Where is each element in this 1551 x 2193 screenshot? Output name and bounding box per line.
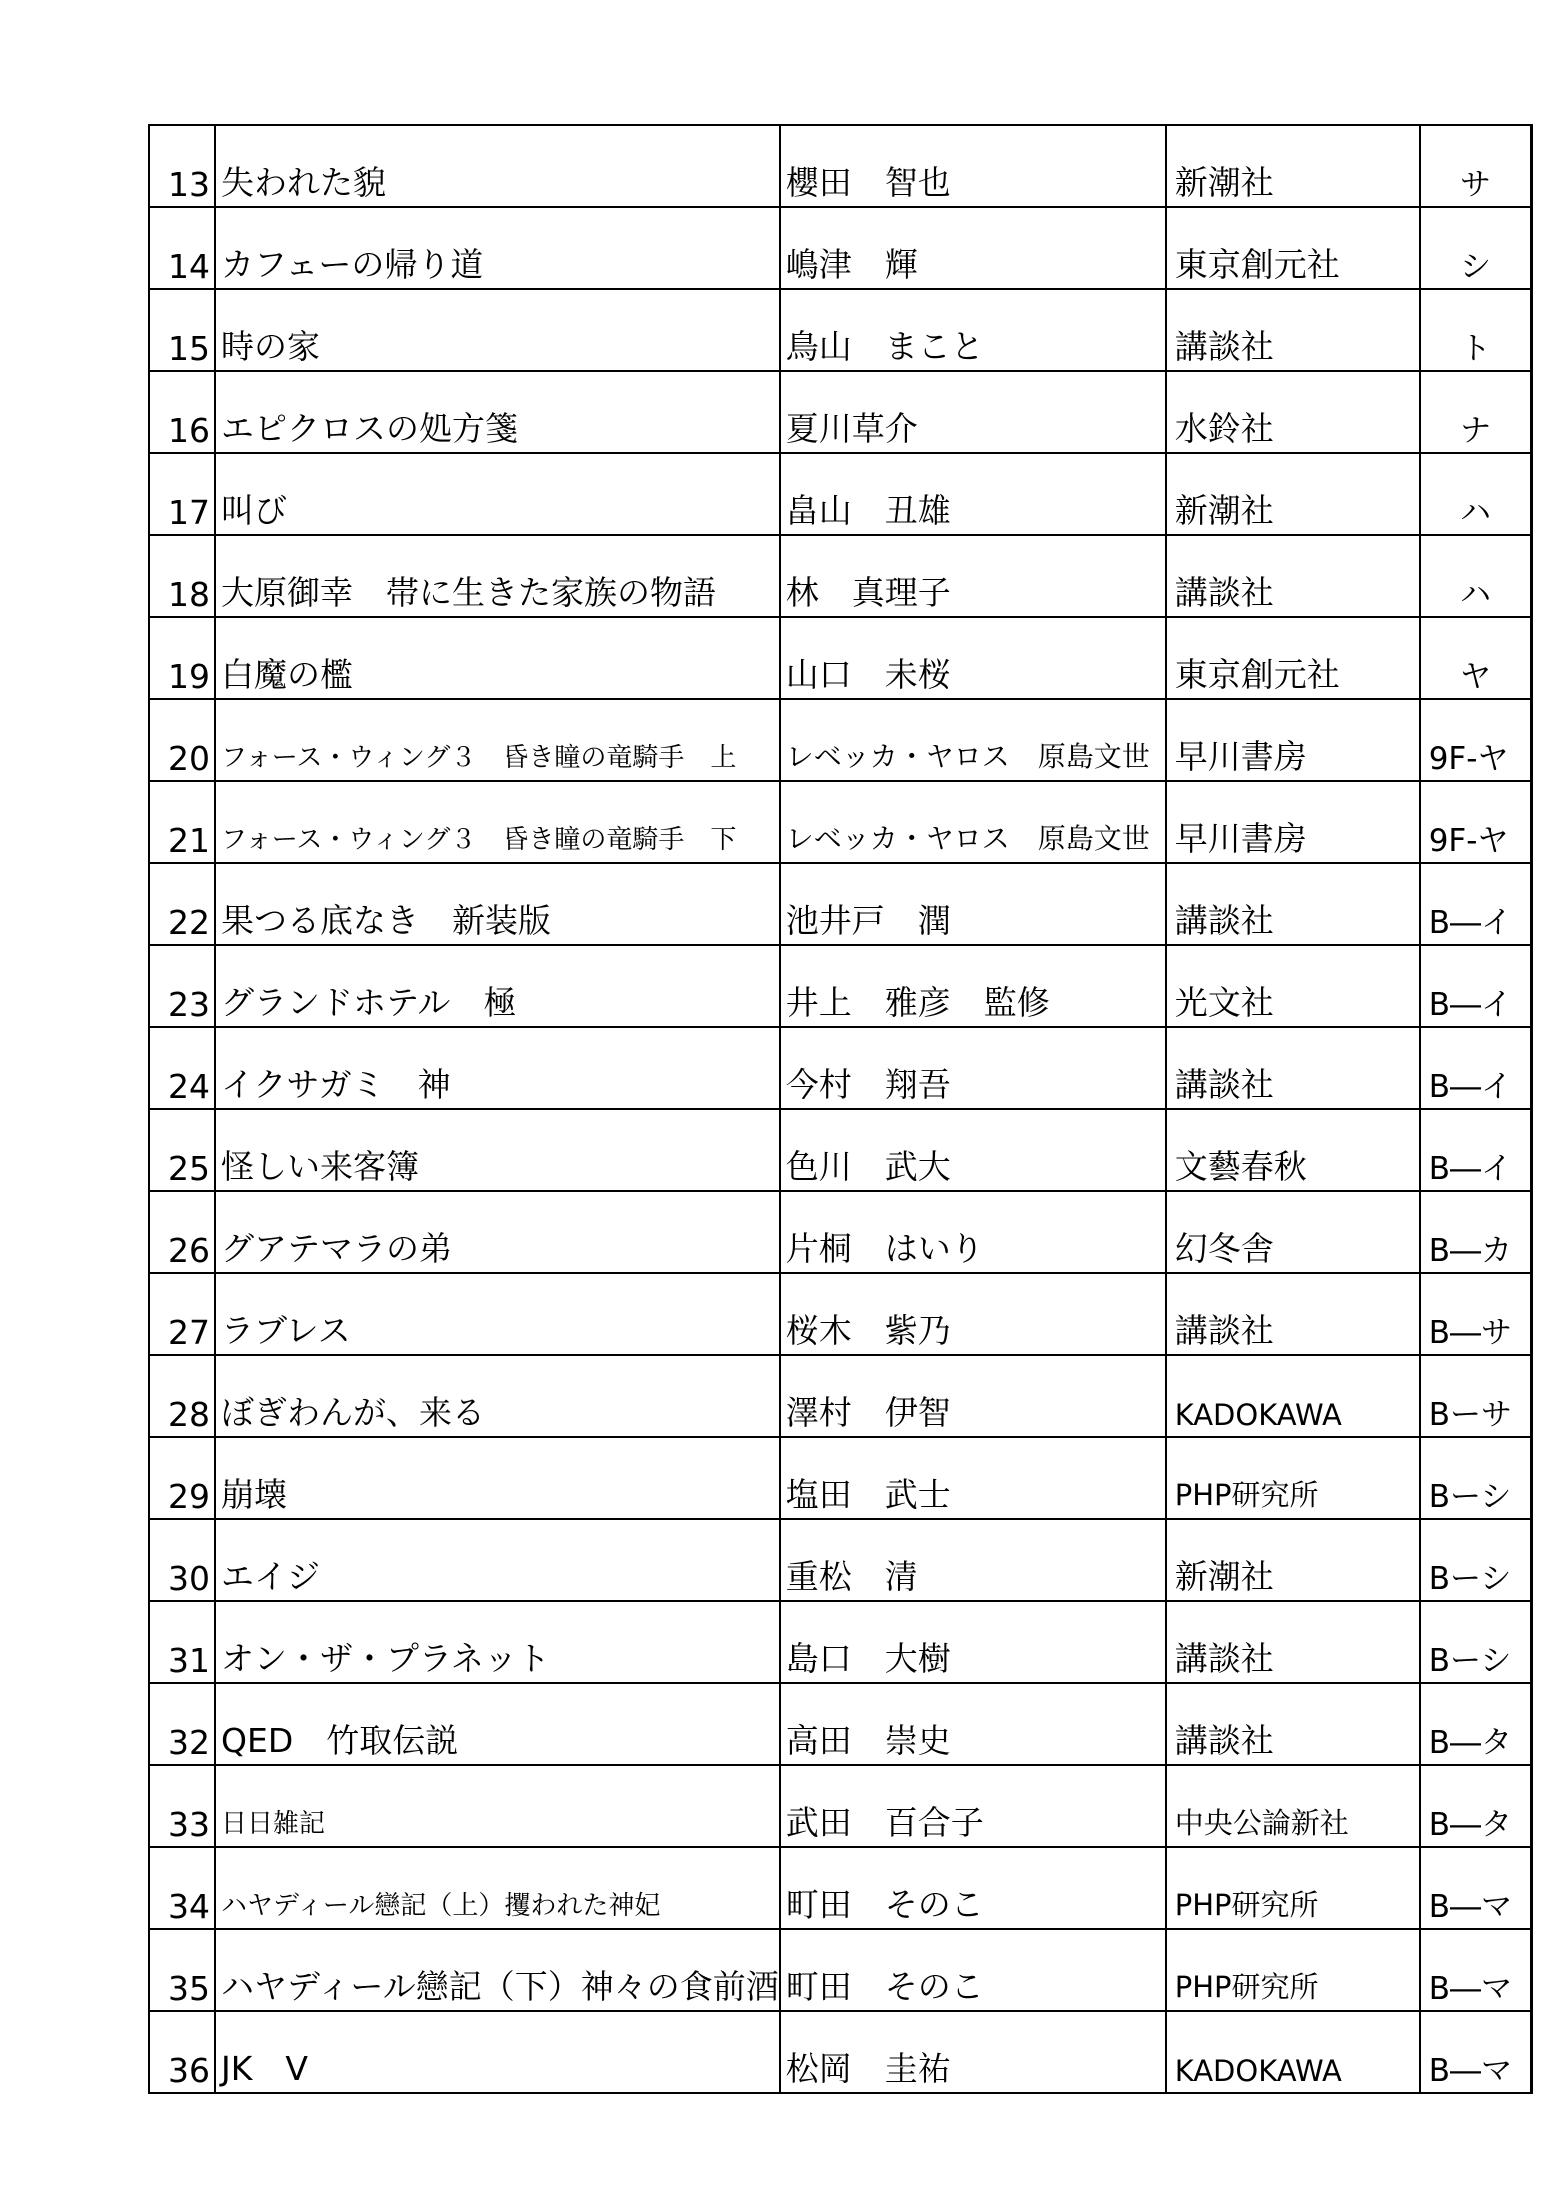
table-row: [149, 207, 1532, 289]
row-number: 36: [149, 2011, 215, 2093]
row-number: 15: [149, 289, 215, 371]
table-row: [149, 1929, 1532, 2011]
book-publisher: 新潮社: [1166, 125, 1420, 207]
book-title: フォース・ウィング３ 昏き瞳の竜騎手 下: [215, 781, 780, 863]
table-row: [149, 1191, 1532, 1273]
book-title: 失われた貌: [215, 125, 780, 207]
book-title: ラブレス: [215, 1273, 780, 1355]
book-title: ハヤディール戀記（上）攫われた神妃: [215, 1847, 780, 1929]
book-author: 町田 そのこ: [780, 1929, 1166, 2011]
shelf-code: B―イ: [1420, 863, 1532, 945]
book-author: 畠山 丑雄: [780, 453, 1166, 535]
row-number: 17: [149, 453, 215, 535]
book-publisher: KADOKAWA: [1166, 2011, 1420, 2093]
book-title: フォース・ウィング３ 昏き瞳の竜騎手 上: [215, 699, 780, 781]
book-publisher: 新潮社: [1166, 453, 1420, 535]
table-row: [149, 1273, 1532, 1355]
shelf-code: サ: [1420, 125, 1532, 207]
book-title: 崩壊: [215, 1437, 780, 1519]
shelf-code: B―マ: [1420, 2011, 1532, 2093]
book-author: 櫻田 智也: [780, 125, 1166, 207]
shelf-code: B―タ: [1420, 1683, 1532, 1765]
book-author: 町田 そのこ: [780, 1847, 1166, 1929]
table-row: [149, 535, 1532, 617]
book-title: 叫び: [215, 453, 780, 535]
book-publisher: 東京創元社: [1166, 617, 1420, 699]
book-title: 怪しい来客簿: [215, 1109, 780, 1191]
book-author: 鳥山 まこと: [780, 289, 1166, 371]
table-row: [149, 1683, 1532, 1765]
book-author: 塩田 武士: [780, 1437, 1166, 1519]
book-author: レベッカ・ヤロス 原島文世: [780, 781, 1166, 863]
shelf-code: Bーシ: [1420, 1601, 1532, 1683]
row-number: 24: [149, 1027, 215, 1109]
book-author: 武田 百合子: [780, 1765, 1166, 1847]
row-number: 25: [149, 1109, 215, 1191]
book-author: 今村 翔吾: [780, 1027, 1166, 1109]
table-row: [149, 453, 1532, 535]
book-title: エピクロスの処方箋: [215, 371, 780, 453]
row-number: 33: [149, 1765, 215, 1847]
book-author: 嶋津 輝: [780, 207, 1166, 289]
table-row: [149, 1109, 1532, 1191]
book-author: 池井戸 潤: [780, 863, 1166, 945]
book-title: オン・ザ・プラネット: [215, 1601, 780, 1683]
shelf-code: ヤ: [1420, 617, 1532, 699]
shelf-code: B―イ: [1420, 1027, 1532, 1109]
book-author: 色川 武大: [780, 1109, 1166, 1191]
book-publisher: 早川書房: [1166, 699, 1420, 781]
book-publisher: PHP研究所: [1166, 1847, 1420, 1929]
shelf-code: Bーシ: [1420, 1437, 1532, 1519]
book-publisher: 講談社: [1166, 1683, 1420, 1765]
book-title: グアテマラの弟: [215, 1191, 780, 1273]
row-number: 19: [149, 617, 215, 699]
row-number: 29: [149, 1437, 215, 1519]
row-number: 20: [149, 699, 215, 781]
shelf-code: B―マ: [1420, 1929, 1532, 2011]
row-number: 18: [149, 535, 215, 617]
row-number: 35: [149, 1929, 215, 2011]
shelf-code: ナ: [1420, 371, 1532, 453]
row-number: 14: [149, 207, 215, 289]
table-row: [149, 125, 1532, 207]
book-author: 重松 清: [780, 1519, 1166, 1601]
table-row: [149, 781, 1532, 863]
book-title: 日日雑記: [215, 1765, 780, 1847]
table-row: [149, 1601, 1532, 1683]
shelf-code: 9F-ヤ: [1420, 781, 1532, 863]
book-author: 林 真理子: [780, 535, 1166, 617]
book-publisher: 講談社: [1166, 535, 1420, 617]
table-row: [149, 945, 1532, 1027]
book-publisher: 講談社: [1166, 1027, 1420, 1109]
book-title: カフェーの帰り道: [215, 207, 780, 289]
table-row: [149, 1847, 1532, 1929]
book-author: 片桐 はいり: [780, 1191, 1166, 1273]
row-number: 13: [149, 125, 215, 207]
shelf-code: シ: [1420, 207, 1532, 289]
book-publisher: 早川書房: [1166, 781, 1420, 863]
book-title: 大原御幸 帯に生きた家族の物語: [215, 535, 780, 617]
book-publisher: PHP研究所: [1166, 1929, 1420, 2011]
book-publisher: 講談社: [1166, 1601, 1420, 1683]
shelf-code: B―サ: [1420, 1273, 1532, 1355]
book-author: 澤村 伊智: [780, 1355, 1166, 1437]
book-list-table: [148, 124, 1533, 2094]
book-publisher: 光文社: [1166, 945, 1420, 1027]
row-number: 34: [149, 1847, 215, 1929]
shelf-code: B―タ: [1420, 1765, 1532, 1847]
book-title: 時の家: [215, 289, 780, 371]
book-author: 島口 大樹: [780, 1601, 1166, 1683]
book-list-body: [149, 125, 1532, 2093]
book-author: 松岡 圭祐: [780, 2011, 1166, 2093]
book-title: 果つる底なき 新装版: [215, 863, 780, 945]
row-number: 26: [149, 1191, 215, 1273]
book-title: 白魔の檻: [215, 617, 780, 699]
shelf-code: ト: [1420, 289, 1532, 371]
book-publisher: 講談社: [1166, 1273, 1420, 1355]
book-title: QED 竹取伝説: [215, 1683, 780, 1765]
row-number: 23: [149, 945, 215, 1027]
shelf-code: Bーサ: [1420, 1355, 1532, 1437]
book-title: JK Ⅴ: [215, 2011, 780, 2093]
table-row: [149, 1519, 1532, 1601]
table-row: [149, 1437, 1532, 1519]
book-publisher: 新潮社: [1166, 1519, 1420, 1601]
book-title: ぼぎわんが、来る: [215, 1355, 780, 1437]
row-number: 30: [149, 1519, 215, 1601]
table-row: [149, 1355, 1532, 1437]
shelf-code: B―カ: [1420, 1191, 1532, 1273]
row-number: 22: [149, 863, 215, 945]
book-title: エイジ: [215, 1519, 780, 1601]
book-publisher: 講談社: [1166, 289, 1420, 371]
book-publisher: 東京創元社: [1166, 207, 1420, 289]
shelf-code: B―マ: [1420, 1847, 1532, 1929]
table-row: [149, 617, 1532, 699]
book-publisher: KADOKAWA: [1166, 1355, 1420, 1437]
book-author: 高田 崇史: [780, 1683, 1166, 1765]
row-number: 32: [149, 1683, 215, 1765]
shelf-code: Bーシ: [1420, 1519, 1532, 1601]
table-row: [149, 863, 1532, 945]
book-publisher: 幻冬舎: [1166, 1191, 1420, 1273]
book-author: レベッカ・ヤロス 原島文世: [780, 699, 1166, 781]
book-publisher: 水鈴社: [1166, 371, 1420, 453]
shelf-code: B―イ: [1420, 1109, 1532, 1191]
book-title: ハヤディール戀記（下）神々の食前酒: [215, 1929, 780, 2011]
book-publisher: 文藝春秋: [1166, 1109, 1420, 1191]
row-number: 28: [149, 1355, 215, 1437]
table-row: [149, 289, 1532, 371]
book-author: 井上 雅彦 監修: [780, 945, 1166, 1027]
row-number: 16: [149, 371, 215, 453]
book-publisher: 中央公論新社: [1166, 1765, 1420, 1847]
table-row: [149, 2011, 1532, 2093]
book-publisher: PHP研究所: [1166, 1437, 1420, 1519]
book-author: 山口 未桜: [780, 617, 1166, 699]
row-number: 31: [149, 1601, 215, 1683]
shelf-code: ハ: [1420, 453, 1532, 535]
row-number: 27: [149, 1273, 215, 1355]
book-title: イクサガミ 神: [215, 1027, 780, 1109]
row-number: 21: [149, 781, 215, 863]
shelf-code: B―イ: [1420, 945, 1532, 1027]
book-author: 夏川草介: [780, 371, 1166, 453]
book-title: グランドホテル 極: [215, 945, 780, 1027]
table-row: [149, 699, 1532, 781]
shelf-code: ハ: [1420, 535, 1532, 617]
book-author: 桜木 紫乃: [780, 1273, 1166, 1355]
shelf-code: 9F-ヤ: [1420, 699, 1532, 781]
table-row: [149, 371, 1532, 453]
book-publisher: 講談社: [1166, 863, 1420, 945]
table-row: [149, 1765, 1532, 1847]
table-row: [149, 1027, 1532, 1109]
